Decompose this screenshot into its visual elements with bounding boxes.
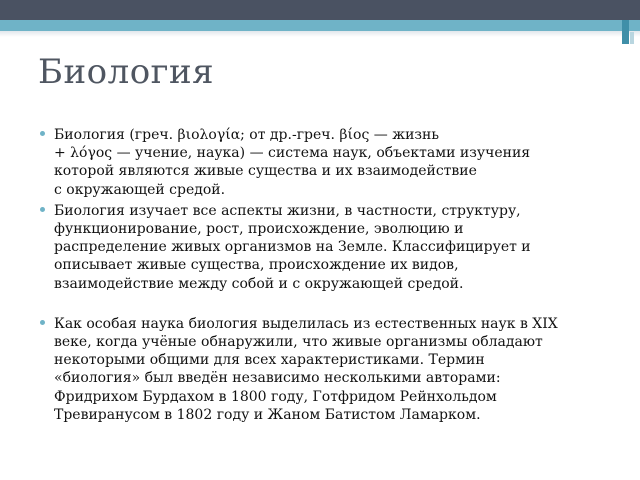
bullet-item-3 xyxy=(38,315,598,424)
bullet-line: некоторыми общими для всех характеристиками. Термин xyxy=(54,352,485,369)
corner-accent-tick xyxy=(630,32,634,44)
slide-title: Биология xyxy=(38,52,215,92)
bullet-item-2 xyxy=(38,202,598,293)
bullet-line: Как особая наука биология выделилась из естественных наук в XIX xyxy=(54,315,558,332)
bullet-dot-icon xyxy=(40,131,45,136)
bullet-dot-icon xyxy=(40,207,45,212)
accent-bar xyxy=(0,20,640,31)
corner-accent xyxy=(622,20,629,44)
bullet-line: Биология изучает все аспекты жизни, в частности, структуру, xyxy=(54,202,521,219)
bullet-line: с окружающей средой. xyxy=(54,181,226,198)
header-band xyxy=(0,0,640,20)
bullet-line: взаимодействие между собой и с окружающей средой. xyxy=(54,275,464,292)
bullet-line: распределение живых организмов на Земле. Классифицирует и xyxy=(54,239,531,256)
bullet-dot-icon xyxy=(40,320,45,325)
bullet-line: описывает живые существа, происхождение их видов, xyxy=(54,257,459,274)
bullet-line: Фридрихом Бурдахом в 1800 году, Готфридом Рейнхольдом xyxy=(54,388,497,405)
slide-body xyxy=(38,126,598,424)
bullet-line: функционирование, рост, происхождение, эволюцию и xyxy=(54,221,464,238)
bullet-line: Биология (греч. βιολογία; от др.-греч. βίος — жизнь xyxy=(54,127,439,143)
bullet-line: Тревиранусом в 1802 году и Жаном Батистом Ламарком. xyxy=(54,406,481,423)
bullet-line: + λόγος — учение, наука) — система наук, объектами изучения xyxy=(54,145,531,162)
bullet-line: «биология» был введён независимо несколькими авторами: xyxy=(54,370,501,387)
bullet-item-1 xyxy=(38,126,598,199)
bullet-line: которой являются живые существа и их взаимодействие xyxy=(54,163,477,180)
accent-bar-shadow xyxy=(0,31,640,37)
bullet-line: веке, когда учёные обнаружили, что живые организмы обладают xyxy=(54,334,543,351)
